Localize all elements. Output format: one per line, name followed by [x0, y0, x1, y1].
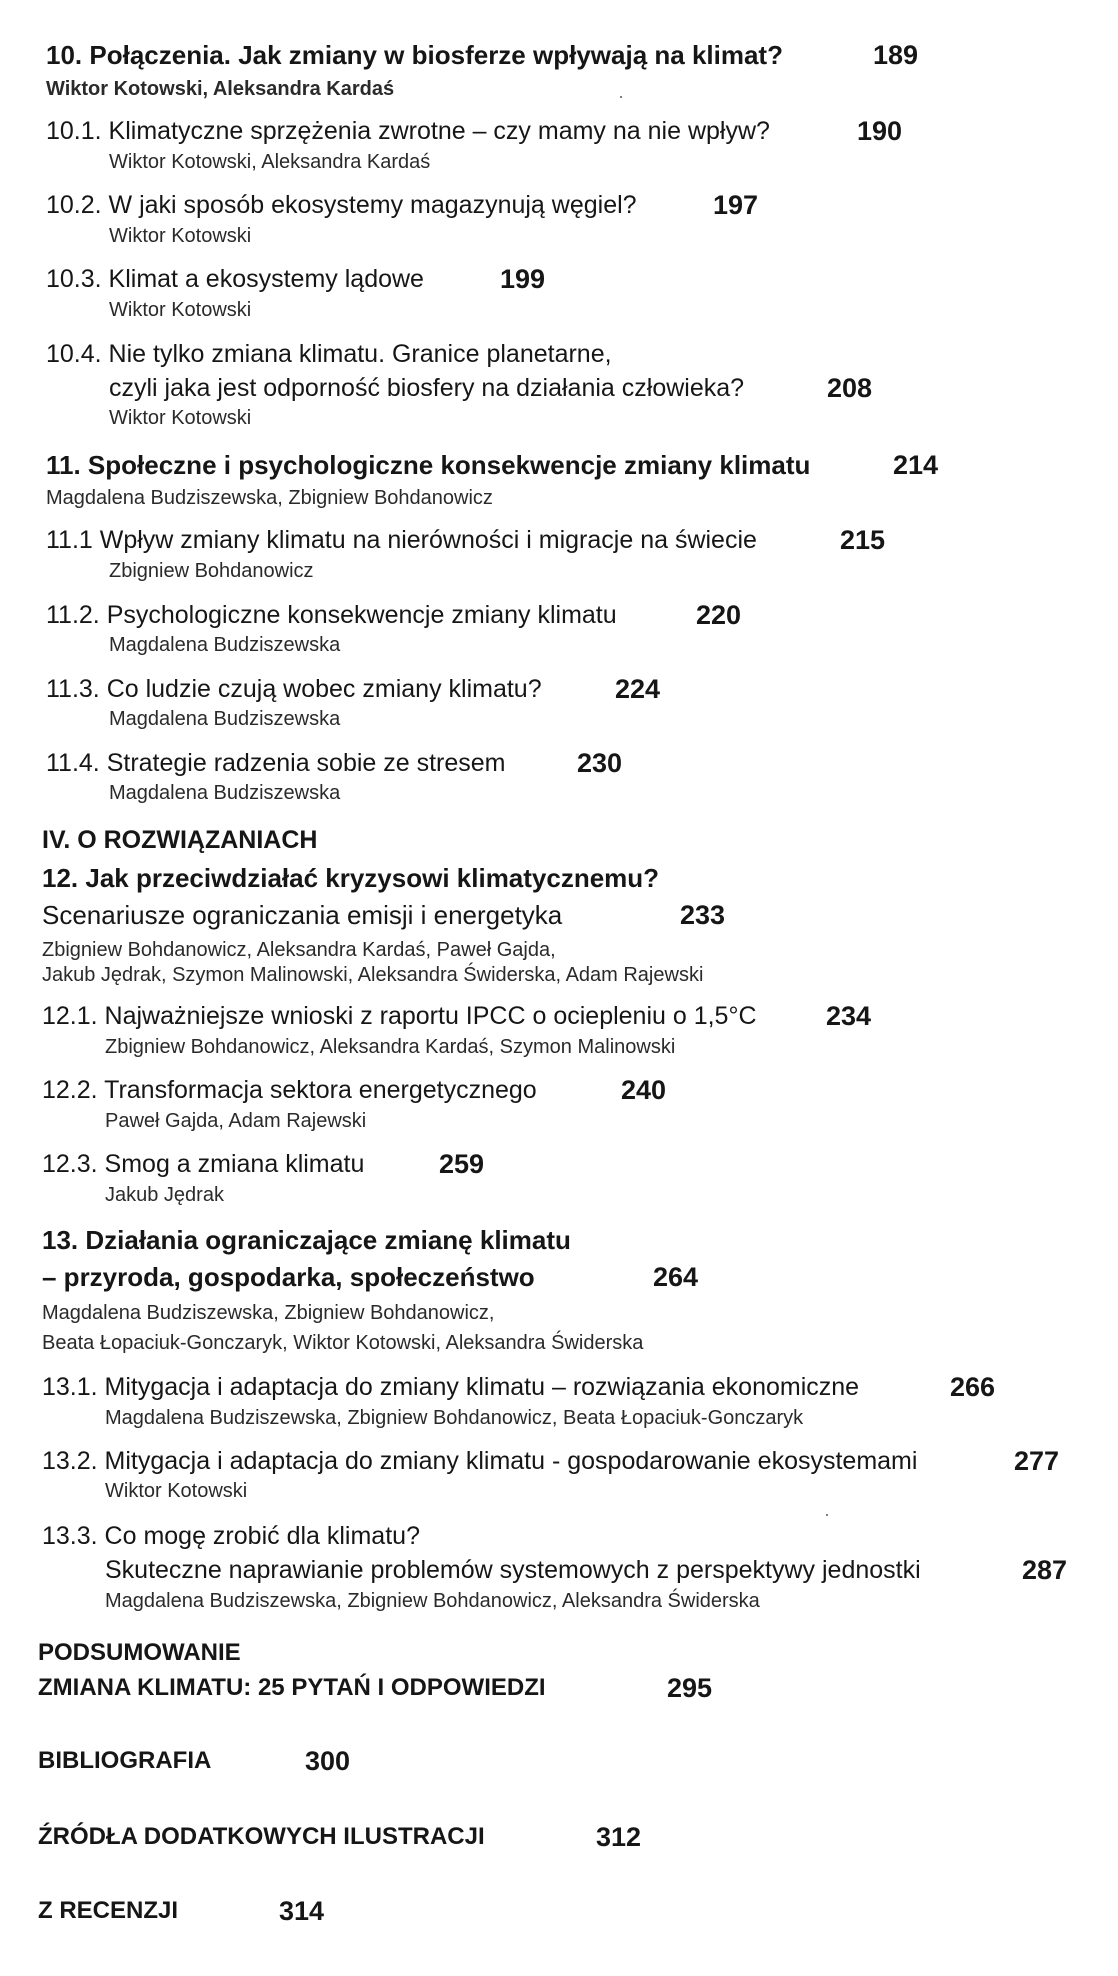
scan-dot — [620, 96, 622, 98]
chapter-12-title-line1: 12. Jak przeciwdziałać kryzysowi klimatycznemu? — [42, 863, 660, 893]
summary-heading-line2: ZMIANA KLIMATU: 25 PYTAŃ I ODPOWIEDZI — [38, 1674, 546, 1701]
illustration-sources-heading: ŹRÓDŁA DODATKOWYCH ILUSTRACJI — [38, 1823, 485, 1850]
section-13-3-title-line2: Skuteczne naprawianie problemów systemowych z perspektywy jednostki — [105, 1556, 921, 1584]
section-11-2-authors: Magdalena Budziszewska — [109, 634, 341, 656]
section-12-2-title: 12.2. Transformacja sektora energetycznego — [42, 1076, 537, 1104]
section-13-1-title: 13.1. Mitygacja i adaptacja do zmiany klimatu – rozwiązania ekonomiczne — [42, 1373, 860, 1401]
section-11-4-title: 11.4. Strategie radzenia sobie ze stresem — [46, 749, 506, 777]
section-13-1-page: 266 — [950, 1372, 996, 1402]
section-11-4-page: 230 — [577, 748, 623, 778]
section-12-1-page: 234 — [826, 1001, 872, 1031]
section-11-2-page: 220 — [696, 600, 742, 630]
section-12-2-page: 240 — [621, 1075, 667, 1105]
section-10-3-page: 199 — [500, 264, 546, 294]
chapter-12-authors-line2: Jakub Jędrak, Szymon Malinowski, Aleksandra Świderska, Adam Rajewski — [42, 964, 704, 986]
chapter-13-authors-line2: Beata Łopaciuk-Gonczaryk, Wiktor Kotowski, Aleksandra Świderska — [42, 1332, 644, 1354]
chapter-12-page: 233 — [680, 900, 726, 930]
section-13-2-title: 13.2. Mitygacja i adaptacja do zmiany klimatu - gospodarowanie ekosystemami — [42, 1447, 918, 1475]
section-12-1-title: 12.1. Najważniejsze wnioski z raportu IPCC o ociepleniu o 1,5°C — [42, 1002, 757, 1030]
section-11-3-page: 224 — [615, 674, 661, 704]
chapter-10-authors: Wiktor Kotowski, Aleksandra Kardaś — [46, 78, 395, 100]
chapter-12-title-line2: Scenariusze ograniczania emisji i energetyka — [42, 900, 563, 930]
chapter-12-authors-line1: Zbigniew Bohdanowicz, Aleksandra Kardaś, Paweł Gajda, — [42, 939, 556, 961]
bibliography-page: 300 — [305, 1746, 351, 1776]
section-11-2-title: 11.2. Psychologiczne konsekwencje zmiany klimatu — [46, 601, 617, 629]
bibliography-heading: BIBLIOGRAFIA — [38, 1747, 212, 1774]
part-4-heading: IV. O ROZWIĄZANIACH — [42, 826, 318, 854]
section-10-4-authors: Wiktor Kotowski — [109, 407, 252, 429]
scan-dot — [826, 1514, 828, 1516]
section-10-2-page: 197 — [713, 190, 759, 220]
section-10-3-title: 10.3. Klimat a ekosystemy lądowe — [46, 265, 424, 293]
section-11-3-authors: Magdalena Budziszewska — [109, 708, 341, 730]
section-11-1-title: 11.1 Wpływ zmiany klimatu na nierówności i migracje na świecie — [46, 526, 757, 554]
section-10-4-page: 208 — [827, 373, 873, 403]
section-12-3-page: 259 — [439, 1149, 485, 1179]
chapter-13-title-line1: 13. Działania ograniczające zmianę klimatu — [42, 1225, 571, 1255]
section-13-1-authors: Magdalena Budziszewska, Zbigniew Bohdanowicz, Beata Łopaciuk-Gonczaryk — [105, 1407, 804, 1429]
reviews-heading: Z RECENZJI — [38, 1897, 179, 1924]
summary-page: 295 — [667, 1673, 713, 1703]
section-10-2-title: 10.2. W jaki sposób ekosystemy magazynują węgiel? — [46, 191, 637, 219]
section-13-3-page: 287 — [1022, 1555, 1068, 1585]
section-11-4-authors: Magdalena Budziszewska — [109, 782, 341, 804]
section-13-3-authors: Magdalena Budziszewska, Zbigniew Bohdanowicz, Aleksandra Świderska — [105, 1590, 760, 1612]
section-10-4-title-line1: 10.4. Nie tylko zmiana klimatu. Granice planetarne, — [46, 340, 612, 368]
section-11-1-authors: Zbigniew Bohdanowicz — [109, 560, 314, 582]
section-10-4-title-line2: czyli jaka jest odporność biosfery na działania człowieka? — [109, 374, 745, 402]
illustration-sources-page: 312 — [596, 1822, 642, 1852]
section-12-3-title: 12.3. Smog a zmiana klimatu — [42, 1150, 365, 1178]
section-10-1-page: 190 — [857, 116, 903, 146]
chapter-13-title-line2: – przyroda, gospodarka, społeczeństwo — [42, 1262, 535, 1292]
section-10-3-authors: Wiktor Kotowski — [109, 299, 252, 321]
section-11-1-page: 215 — [840, 525, 886, 555]
section-10-1-title: 10.1. Klimatyczne sprzężenia zwrotne – czy mamy na nie wpływ? — [46, 117, 770, 145]
chapter-10-title: 10. Połączenia. Jak zmiany w biosferze wpływają na klimat? — [46, 40, 783, 70]
chapter-11-authors: Magdalena Budziszewska, Zbigniew Bohdanowicz — [46, 487, 493, 509]
section-12-1-authors: Zbigniew Bohdanowicz, Aleksandra Kardaś, Szymon Malinowski — [105, 1036, 676, 1058]
section-13-3-title-line1: 13.3. Co mogę zrobić dla klimatu? — [42, 1522, 420, 1550]
chapter-11-page: 214 — [893, 450, 939, 480]
chapter-13-authors-line1: Magdalena Budziszewska, Zbigniew Bohdanowicz, — [42, 1302, 495, 1324]
section-10-1-authors: Wiktor Kotowski, Aleksandra Kardaś — [109, 151, 431, 173]
section-13-2-authors: Wiktor Kotowski — [105, 1480, 248, 1502]
section-11-3-title: 11.3. Co ludzie czują wobec zmiany klimatu? — [46, 675, 542, 703]
reviews-page: 314 — [279, 1896, 325, 1926]
section-13-2-page: 277 — [1014, 1446, 1060, 1476]
section-10-2-authors: Wiktor Kotowski — [109, 225, 252, 247]
section-12-3-authors: Jakub Jędrak — [105, 1184, 224, 1206]
section-12-2-authors: Paweł Gajda, Adam Rajewski — [105, 1110, 367, 1132]
chapter-13-page: 264 — [653, 1262, 699, 1292]
summary-heading-line1: PODSUMOWANIE — [38, 1639, 241, 1666]
chapter-10-page: 189 — [873, 40, 919, 70]
chapter-11-title: 11. Społeczne i psychologiczne konsekwencje zmiany klimatu — [46, 450, 811, 480]
